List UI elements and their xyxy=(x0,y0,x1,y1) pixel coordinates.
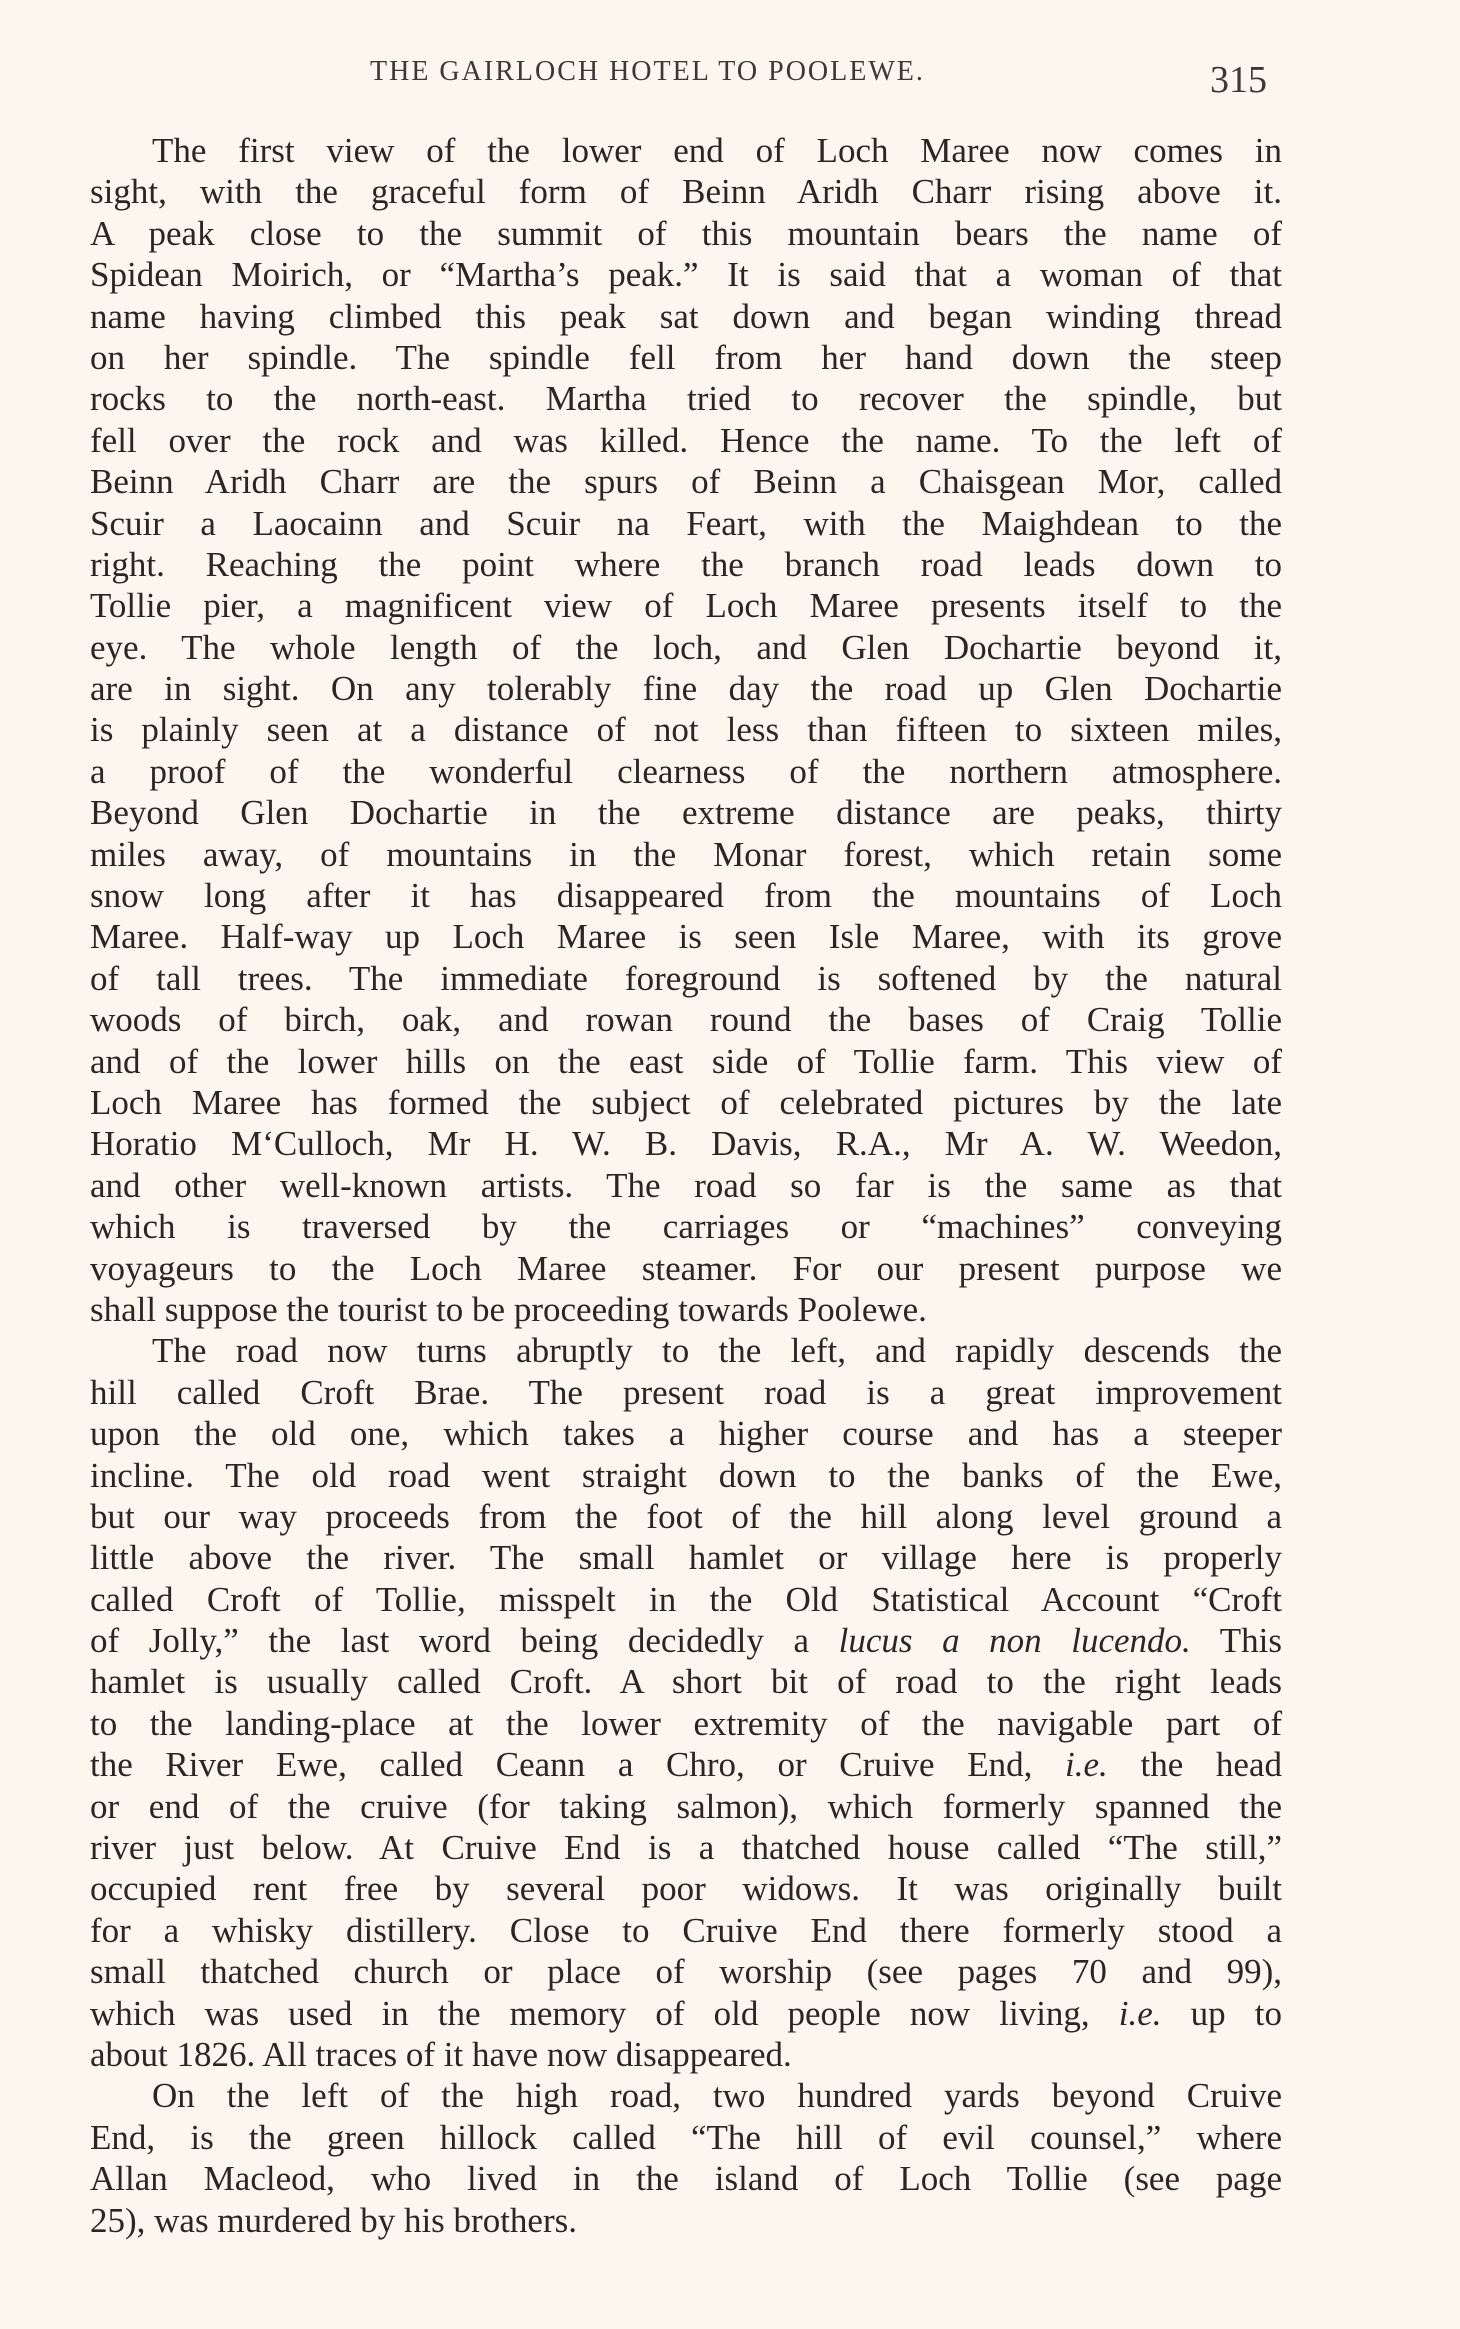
text-line xyxy=(90,296,1282,337)
line-text: rocks to the north-east. Martha tried to recover the spindle, but xyxy=(90,379,1282,419)
text-line xyxy=(90,627,1282,668)
page-number: 315 xyxy=(1210,59,1267,101)
body-text xyxy=(90,130,1282,2241)
line-text: Scuir a Laocainn and Scuir na Feart, with the Maighdean to the xyxy=(90,503,1282,543)
line-text: and other well-known artists. The road so far is the same as that xyxy=(90,1165,1282,1205)
line-text: occupied rent free by several poor widows. It was originally built xyxy=(90,1869,1282,1909)
text-line xyxy=(90,213,1282,254)
line-text: are in sight. On any tolerably fine day the road up Glen Dochartie xyxy=(90,669,1282,709)
text-line xyxy=(90,1703,1282,1744)
text-line xyxy=(90,1455,1282,1496)
line-text: which is traversed by the carriages or “machines” conveying xyxy=(90,1207,1282,1247)
text-line xyxy=(90,378,1282,419)
text-line xyxy=(90,1579,1282,1620)
text-line xyxy=(90,585,1282,626)
text-line xyxy=(90,1661,1282,1702)
line-text: called Croft of Tollie, misspelt in the Old Statistical Account “Croft xyxy=(90,1579,1282,1619)
line-text: woods of birch, oak, and rowan round the bases of Craig Tollie xyxy=(90,1000,1282,1040)
text-line xyxy=(90,668,1282,709)
text-line xyxy=(90,1868,1282,1909)
line-text-after: This xyxy=(1190,1621,1282,1661)
line-text-after: up to xyxy=(1161,1993,1282,2033)
text-line xyxy=(90,337,1282,378)
line-text: The first view of the lower end of Loch Maree now comes in xyxy=(152,131,1282,170)
text-line xyxy=(90,420,1282,461)
line-text: to the landing-place at the lower extremity of the navigable part of xyxy=(90,1703,1282,1743)
text-line xyxy=(90,1248,1282,1289)
line-text: snow long after it has disappeared from the mountains of Loch xyxy=(90,876,1282,916)
text-line xyxy=(90,1123,1282,1164)
line-text: for a whisky distillery. Close to Cruive End there formerly stood a xyxy=(90,1910,1282,1950)
line-text: shall suppose the tourist to be proceeding towards Poolewe. xyxy=(90,1289,927,1329)
line-text: hill called Croft Brae. The present road is a great improvement xyxy=(90,1372,1282,1412)
line-text: small thatched church or place of worship (see pages 70 and 99), xyxy=(90,1952,1282,1992)
text-line xyxy=(90,1993,1282,2034)
line-text: On the left of the high road, two hundred yards beyond Cruive xyxy=(152,2076,1282,2116)
line-text: Horatio M‘Culloch, Mr H. W. B. Davis, R.A., Mr A. W. Weedon, xyxy=(90,1124,1282,1164)
line-text: End, is the green hillock called “The hill of evil counsel,” where xyxy=(90,2117,1282,2157)
text-line xyxy=(90,1289,1282,1330)
text-line xyxy=(90,751,1282,792)
line-text: a proof of the wonderful clearness of the northern atmosphere. xyxy=(90,751,1282,791)
line-text: 25), was murdered by his brothers. xyxy=(90,2200,577,2240)
text-line xyxy=(90,1413,1282,1454)
line-text: Maree. Half-way up Loch Maree is seen Isle Maree, with its grove xyxy=(90,917,1282,957)
line-text: Loch Maree has formed the subject of celebrated pictures by the late xyxy=(90,1082,1282,1122)
text-line xyxy=(90,2075,1282,2116)
text-line xyxy=(90,1082,1282,1123)
text-line xyxy=(90,2117,1282,2158)
text-line xyxy=(90,503,1282,544)
text-line xyxy=(90,1372,1282,1413)
text-line xyxy=(90,544,1282,585)
line-text: is plainly seen at a distance of not less than fifteen to sixteen miles, xyxy=(90,710,1282,750)
line-text: A peak close to the summit of this mountain bears the name of xyxy=(90,213,1282,253)
text-line xyxy=(90,709,1282,750)
line-italic-text: i.e. xyxy=(1065,1745,1108,1785)
text-line xyxy=(90,792,1282,833)
line-text: miles away, of mountains in the Monar forest, which retain some xyxy=(90,834,1282,874)
line-text: Allan Macleod, who lived in the island of Loch Tollie (see page xyxy=(90,2159,1282,2199)
line-text: little above the river. The small hamlet or village here is properly xyxy=(90,1538,1282,1578)
line-text: but our way proceeds from the foot of the hill along level ground a xyxy=(90,1496,1282,1536)
text-line xyxy=(90,1744,1282,1785)
line-text: which was used in the memory of old people now living, xyxy=(90,1993,1119,2033)
line-text: Beinn Aridh Charr are the spurs of Beinn a Chaisgean Mor, called xyxy=(90,462,1282,502)
line-text: sight, with the graceful form of Beinn Aridh Charr rising above it. xyxy=(90,172,1282,212)
text-line xyxy=(90,461,1282,502)
text-line xyxy=(90,2158,1282,2199)
line-text: of tall trees. The immediate foreground is softened by the natural xyxy=(90,958,1282,998)
line-text: name having climbed this peak sat down and began winding thread xyxy=(90,296,1282,336)
text-line xyxy=(90,1537,1282,1578)
running-head: THE GAIRLOCH HOTEL TO POOLEWE. xyxy=(370,56,925,87)
text-line xyxy=(90,2034,1282,2075)
text-line xyxy=(90,171,1282,212)
line-text: incline. The old road went straight down to the banks of the Ewe, xyxy=(90,1455,1282,1495)
text-line xyxy=(90,875,1282,916)
line-italic-text: i.e. xyxy=(1118,1993,1162,2033)
line-text: upon the old one, which takes a higher course and has a steeper xyxy=(90,1414,1282,1454)
text-line xyxy=(90,916,1282,957)
text-line xyxy=(90,1827,1282,1868)
line-text: Spidean Moirich, or “Martha’s peak.” It is said that a woman of that xyxy=(90,255,1282,295)
text-line xyxy=(90,1496,1282,1537)
line-text: or end of the cruive (for taking salmon), which formerly spanned the xyxy=(90,1786,1282,1826)
line-text: about 1826. All traces of it have now disappeared. xyxy=(90,2034,792,2074)
text-line xyxy=(90,1786,1282,1827)
text-line xyxy=(90,2200,1282,2241)
text-line xyxy=(90,130,1282,171)
line-italic-text: lucus a non lucendo. xyxy=(838,1621,1191,1661)
text-line xyxy=(90,999,1282,1040)
line-text: river just below. At Cruive End is a thatched house called “The still,” xyxy=(90,1828,1282,1868)
line-text: hamlet is usually called Croft. A short bit of road to the right leads xyxy=(90,1662,1282,1702)
line-text: voyageurs to the Loch Maree steamer. For our present purpose we xyxy=(90,1248,1282,1288)
line-text: the River Ewe, called Ceann a Chro, or Cruive End, xyxy=(90,1745,1066,1785)
line-text: Beyond Glen Dochartie in the extreme distance are peaks, thirty xyxy=(90,793,1282,833)
text-line xyxy=(90,254,1282,295)
text-line xyxy=(90,1330,1282,1371)
line-text: fell over the rock and was killed. Hence the name. To the left of xyxy=(90,420,1282,460)
line-text: Tollie pier, a magnificent view of Loch Maree presents itself to the xyxy=(90,586,1282,626)
line-text-after: the head xyxy=(1107,1745,1282,1785)
line-text: and of the lower hills on the east side of Tollie farm. This view of xyxy=(90,1041,1282,1081)
line-text: of Jolly,” the last word being decidedly a xyxy=(90,1621,839,1661)
text-line xyxy=(90,1206,1282,1247)
text-line xyxy=(90,1165,1282,1206)
line-text: eye. The whole length of the loch, and Glen Dochartie beyond it, xyxy=(90,627,1282,667)
text-line xyxy=(90,958,1282,999)
text-line xyxy=(90,834,1282,875)
line-text: on her spindle. The spindle fell from her hand down the steep xyxy=(90,337,1282,377)
text-line xyxy=(90,1041,1282,1082)
line-text: The road now turns abruptly to the left, and rapidly descends the xyxy=(152,1331,1282,1371)
line-text: right. Reaching the point where the branch road leads down to xyxy=(90,544,1282,584)
text-line xyxy=(90,1910,1282,1951)
text-line xyxy=(90,1951,1282,1992)
text-line xyxy=(90,1620,1282,1661)
